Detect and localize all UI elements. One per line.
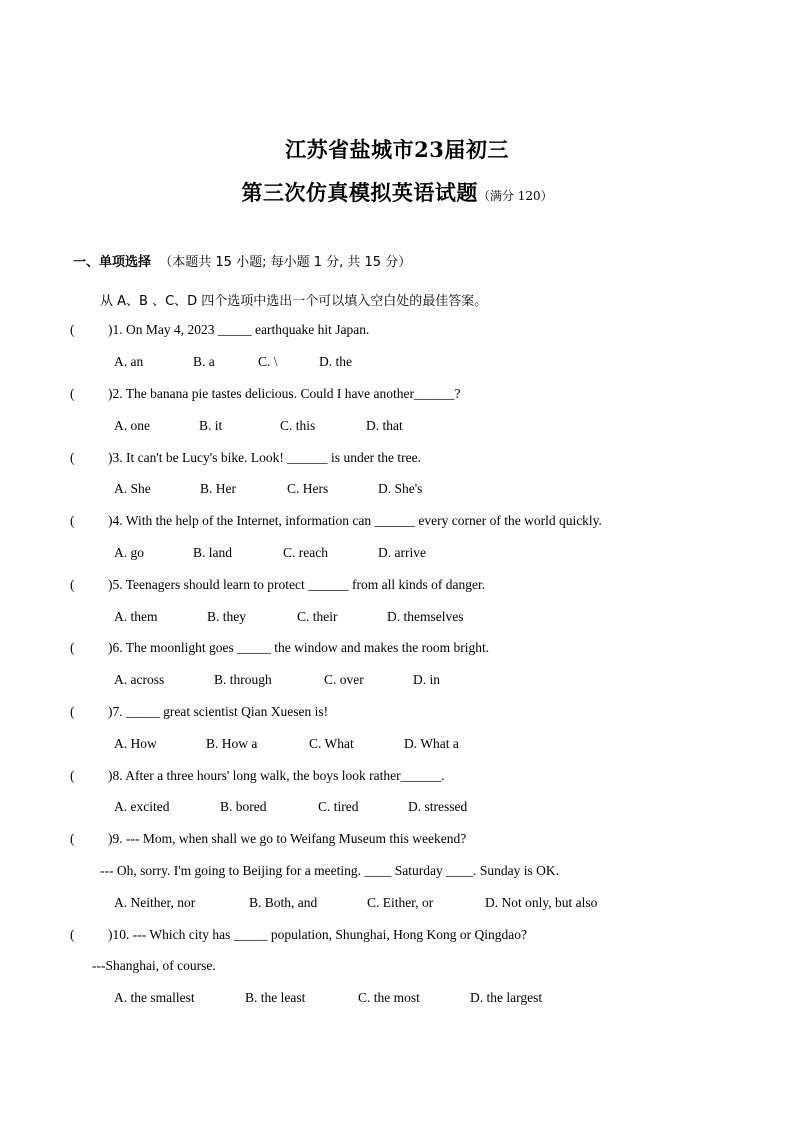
question-6 [70,640,489,656]
option-a: A. How [114,736,157,751]
question-stem: )10. --- Which city has _____ population, Shunghai, Hong Kong or Qingdao? [108,927,527,942]
option-a: A. Neither, nor [114,895,196,910]
question-7 [70,704,328,720]
section-heading [73,251,411,270]
option-d: D. stressed [408,799,468,814]
option-c: C. What [309,736,354,751]
question-stem: )6. The moonlight goes _____ the window and makes the room bright. [108,640,490,655]
option-a: A. She [114,481,151,496]
option-a: A. an [114,354,144,369]
option-c: C. this [280,418,316,433]
exam-score-note: （满分 120） [477,189,553,203]
exam-title-line2 [0,177,794,207]
question-stem: )1. On May 4, 2023 _____ earthquake hit Japan. [108,322,370,337]
option-c: C. \ [258,354,278,369]
option-a: A. them [114,609,158,624]
question-8 [70,768,444,784]
option-d: D. What a [404,736,459,751]
question-stem: )7. _____ great scientist Qian Xuesen is! [108,704,329,719]
option-b: B. land [193,545,232,560]
question-reply: --- Oh, sorry. I'm going to Beijing for a meeting. ____ Saturday ____. Sunday is OK. [100,863,559,878]
option-a: A. across [114,672,165,687]
answer-paren: ( [70,704,75,719]
option-c: C. reach [283,545,328,560]
answer-paren: ( [70,831,75,846]
answer-paren: ( [70,386,75,401]
option-b: B. Her [200,481,236,496]
option-c: C. their [297,609,338,624]
exam-title-line1: 江苏省盐城市23届初三 [285,137,509,162]
question-4 [70,513,602,529]
answer-paren: ( [70,450,75,465]
option-a: A. the smallest [114,990,195,1005]
option-d: D. arrive [378,545,426,560]
question-10 [70,927,527,943]
question-stem: )8. After a three hours' long walk, the boys look rather______. [108,768,445,783]
option-b: B. Both, and [249,895,318,910]
option-d: D. that [366,418,403,433]
exam-title-main: 第三次仿真模拟英语试题 [241,180,478,205]
answer-paren: ( [70,577,75,592]
section-instruction: 从 A、B 、C、D 四个选项中选出一个可以填入空白处的最佳答案。 [100,294,488,309]
option-b: B. How a [206,736,258,751]
question-reply: ---Shanghai, of course. [92,958,216,973]
question-stem: )9. --- Mom, when shall we go to Weifang Museum this weekend? [108,831,467,846]
question-2 [70,386,461,402]
section-note: （本题共 15 小题; 每小题 1 分, 共 15 分） [159,255,412,270]
option-d: D. the largest [470,990,543,1005]
option-d: D. the [319,354,352,369]
answer-paren: ( [70,513,75,528]
question-stem: )5. Teenagers should learn to protect ______ from all kinds of danger. [108,577,486,592]
option-a: A. go [114,545,144,560]
answer-paren: ( [70,322,75,337]
question-stem: )3. It can't be Lucy's bike. Look! ______ is under the tree. [108,450,422,465]
option-d: D. Not only, but also [485,895,598,910]
option-c: C. Hers [287,481,329,496]
question-stem: )4. With the help of the Internet, information can ______ every corner of the world quickly. [108,513,602,528]
option-d: D. She's [378,481,423,496]
answer-paren: ( [70,640,75,655]
option-c: C. over [324,672,364,687]
question-3 [70,450,421,466]
option-d: D. in [413,672,440,687]
answer-paren: ( [70,768,75,783]
option-b: B. the least [245,990,306,1005]
section-title: 一、单项选择 [73,255,152,270]
question-9 [70,831,466,847]
option-c: C. tired [318,799,359,814]
option-a: A. one [114,418,150,433]
option-b: B. a [193,354,215,369]
option-b: B. they [207,609,246,624]
question-5 [70,577,485,593]
option-a: A. excited [114,799,170,814]
option-b: B. it [199,418,223,433]
option-c: C. the most [358,990,420,1005]
answer-paren: ( [70,927,75,942]
option-b: B. bored [220,799,267,814]
option-c: C. Either, or [367,895,434,910]
question-stem: )2. The banana pie tastes delicious. Could I have another______? [108,386,461,401]
option-b: B. through [214,672,272,687]
option-d: D. themselves [387,609,464,624]
question-1 [70,322,369,338]
